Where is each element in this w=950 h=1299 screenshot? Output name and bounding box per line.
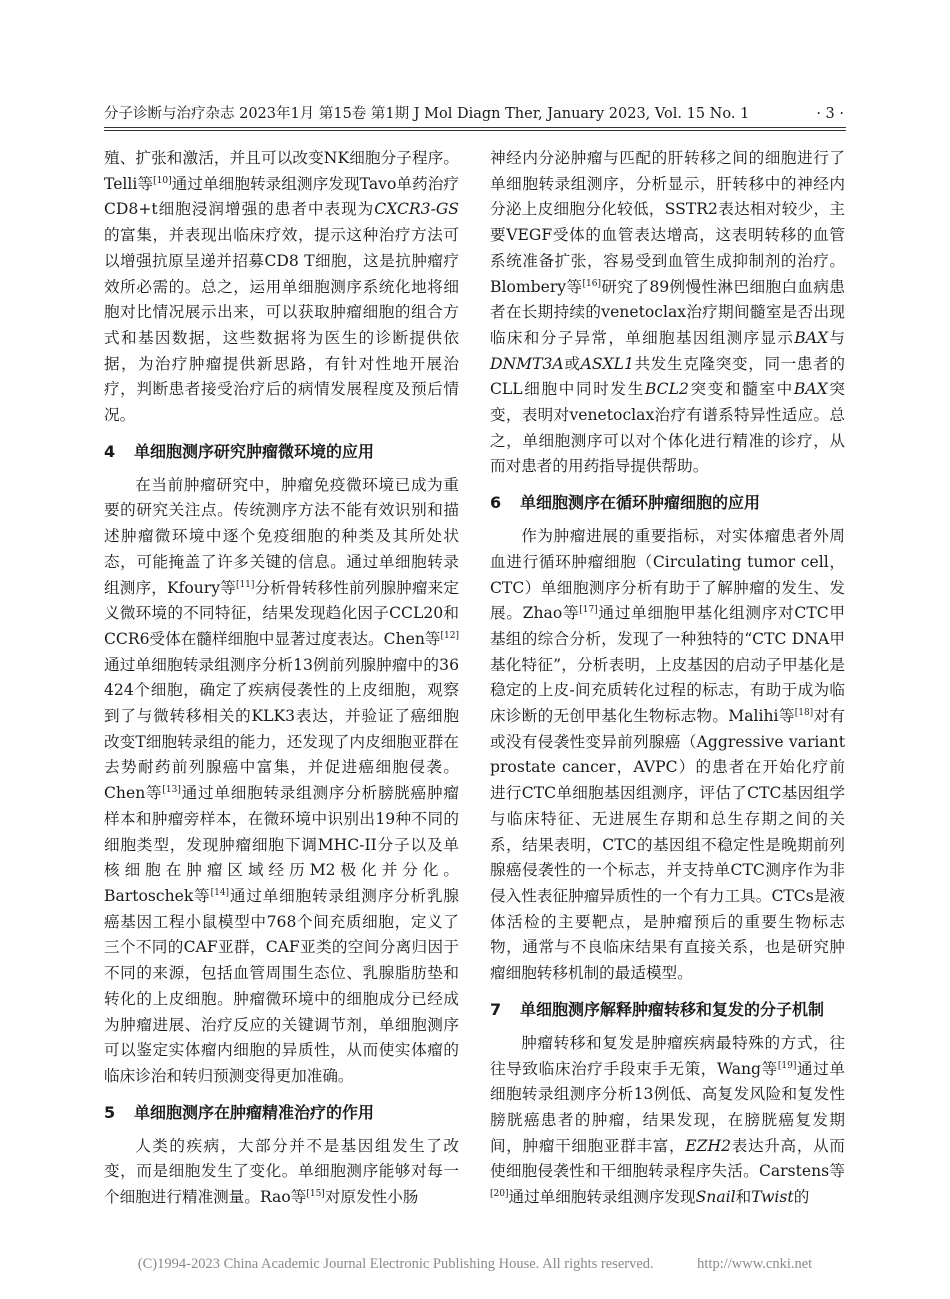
paragraph: 在当前肿瘤研究中，肿瘤免疫微环境已成为重要的研究关注点。传统测序方法不能有效识别和描述肿瘤微环境中逐个免疫细胞的种类及其所处状态，可能掩盖了许多关键的信息。通过单细胞转录组测序，Kfoury等[11]分析骨转移性前列腺肿瘤来定义微环境的不同特征，结果发现趋化因子CCL20和CCR6受体在髓样细胞中显著过度表达。Chen等[12]通过单细胞转录组测序分析13例前列腺肿瘤中的36 424个细胞，确定了疾病侵袭性的上皮细胞，观察到了与微转移相关的KLK3表达，并验证了癌细胞改变T细胞转录组的能力，还发现了内皮细胞亚群在去势耐药前列腺癌中富集，并促进癌细胞侵袭。Chen等[13]通过单细胞转录组测序分析膀胱癌肿瘤样本和肿瘤旁样本，在微环境中识别出19种不同的细胞类型，发现肿瘤细胞下调MHC-II分子以及单核细胞在肿瘤区域经历M2极化并分化。Bartoschek等[14]通过单细胞转录组测序分析乳腺癌基因工程小鼠模型中768个间充质细胞，定义了三个不同的CAF亚群，CAF亚类的空间分离归因于不同的来源，包括血管周围生态位、乳腺脂肪垫和转化的上皮细胞。肿瘤微环境中的细胞成分已经成为肿瘤进展、治疗反应的关键调节剂，单细胞测序可以鉴定实体瘤内细胞的异质性，从而使实体瘤的临床诊治和转归预测变得更加准确。 (104, 475, 459, 1085)
paragraph: 肿瘤转移和复发是肿瘤疾病最特殊的方式，往往导致临床治疗手段束手无策，Wang等[19]通过单细胞转录组测序分析13例低、高复发风险和复发性膀胱癌患者的肿瘤，结果发现，在膀胱癌复发期间，肿瘤干细胞亚群丰富，EZH2表达升高，从而使细胞侵袭性和干细胞转录程序失活。Carstens等[20]通过单细胞转录组测序发现Snail和Twist的 (490, 1033, 845, 1207)
section-heading-5: 5 单细胞测序在肿瘤精准治疗的作用 (104, 1102, 375, 1122)
section-heading-4: 4 单细胞测序研究肿瘤微环境的应用 (104, 441, 375, 461)
paragraph-continued: 神经内分泌肿瘤与匹配的肝转移之间的细胞进行了单细胞转录组测序，分析显示，肝转移中的神经内分泌上皮细胞分化较低，SSTR2表达相对较少，主要VEGF受体的血管表达增高，这表明转移的血管系统准备扩张，容易受到血管生成抑制剂的治疗。Blombery等[16]研究了89例慢性淋巴细胞白血病患者在长期持续的venetoclax治疗期间髓室是否出现临床和分子异常，单细胞基因组测序显示BAX与DNMT3A或ASXL1共发生克隆突变，同一患者的CLL细胞中同时发生BCL2突变和髓室中BAX突变，表明对venetoclax治疗有谱系特异性适应。总之，单细胞测序可以对个体化进行精准的诊疗，从而对患者的用药指导提供帮助。 (490, 149, 845, 476)
running-header (104, 104, 844, 124)
paragraph: 人类的疾病，大部分并不是基因组发生了改变，而是细胞发生了变化。单细胞测序能够对每一个细胞进行精准测量。Rao等[15]对原发性小肠 (104, 1136, 459, 1207)
paragraph-continued: 殖、扩张和激活，并且可以改变NK细胞分子程序。Telli等[10]通过单细胞转录组测序发现Tavo单药治疗CD8+t细胞浸润增强的患者中表现为CXCR3-GS的富集，并表现出临床疗效，提示这种治疗方法可以增强抗原呈递并招募CD8 T细胞，这是抗肿瘤疗效所必需的。总之，运用单细胞测序系统化地将细胞对比情况展示出来，可以获取肿瘤细胞的组合方式和基因数据，这些数据将为医生的诊断提供依据，为治疗肿瘤提供新思路，有针对性地开展治疗，判断患者接受治疗后的病情发展程度及预后情况。 (104, 149, 459, 425)
journal-citation: 分子诊断与治疗杂志 2023年1月 第15卷 第1期 J Mol Diagn Ther, January 2023, Vol. 15 No. 1 (104, 106, 750, 122)
paragraph: 作为肿瘤进展的重要指标，对实体瘤患者外周血进行循环肿瘤细胞（Circulating tumor cell，CTC）单细胞测序分析有助于了解肿瘤的发生、发展。Zhao等[17]通过单细胞甲基化组测序对CTC甲基组的综合分析，发现了一种独特的“CTC DNA甲基化特征”，分析表明，上皮基因的启动子甲基化是稳定的上皮-间充质转化过程的标志，有助于成为临床诊断的无创甲基化生物标志物。Malihi等[18]对有或没有侵袭性变异前列腺癌（Aggressive variant prostate cancer，AVPC）的患者在开始化疗前进行CTC单细胞基因组测序，评估了CTC基因组学与临床特征、无进展生存期和总生存期之间的关系，结果表明，CTC的基因组不稳定性是晚期前列腺癌侵袭性的一个标志，并支持单CTC测序作为非侵入性表征肿瘤异质性的一个有力工具。CTCs是液体活检的主要靶点，是肿瘤预后的重要生物标志物，通常与不良临床结果有直接关系，也是研究肿瘤细胞转移机制的最适模型。 (490, 527, 845, 983)
footer-url: http://www.cnki.net (697, 1256, 813, 1272)
section-heading-6: 6 单细胞测序在循环肿瘤细胞的应用 (490, 493, 761, 513)
page-number: · 3 · (816, 106, 844, 122)
copyright-text: (C)1994-2023 China Academic Journal Electronic Publishing House. All rights reserved. (137, 1256, 654, 1272)
left-column (104, 146, 459, 1211)
section-heading-7: 7 单细胞测序解释肿瘤转移和复发的分子机制 (490, 999, 825, 1019)
copyright-footer (0, 1256, 950, 1273)
right-column (490, 146, 845, 1211)
header-rule-bottom (104, 130, 846, 131)
header-rule-top (104, 127, 846, 128)
